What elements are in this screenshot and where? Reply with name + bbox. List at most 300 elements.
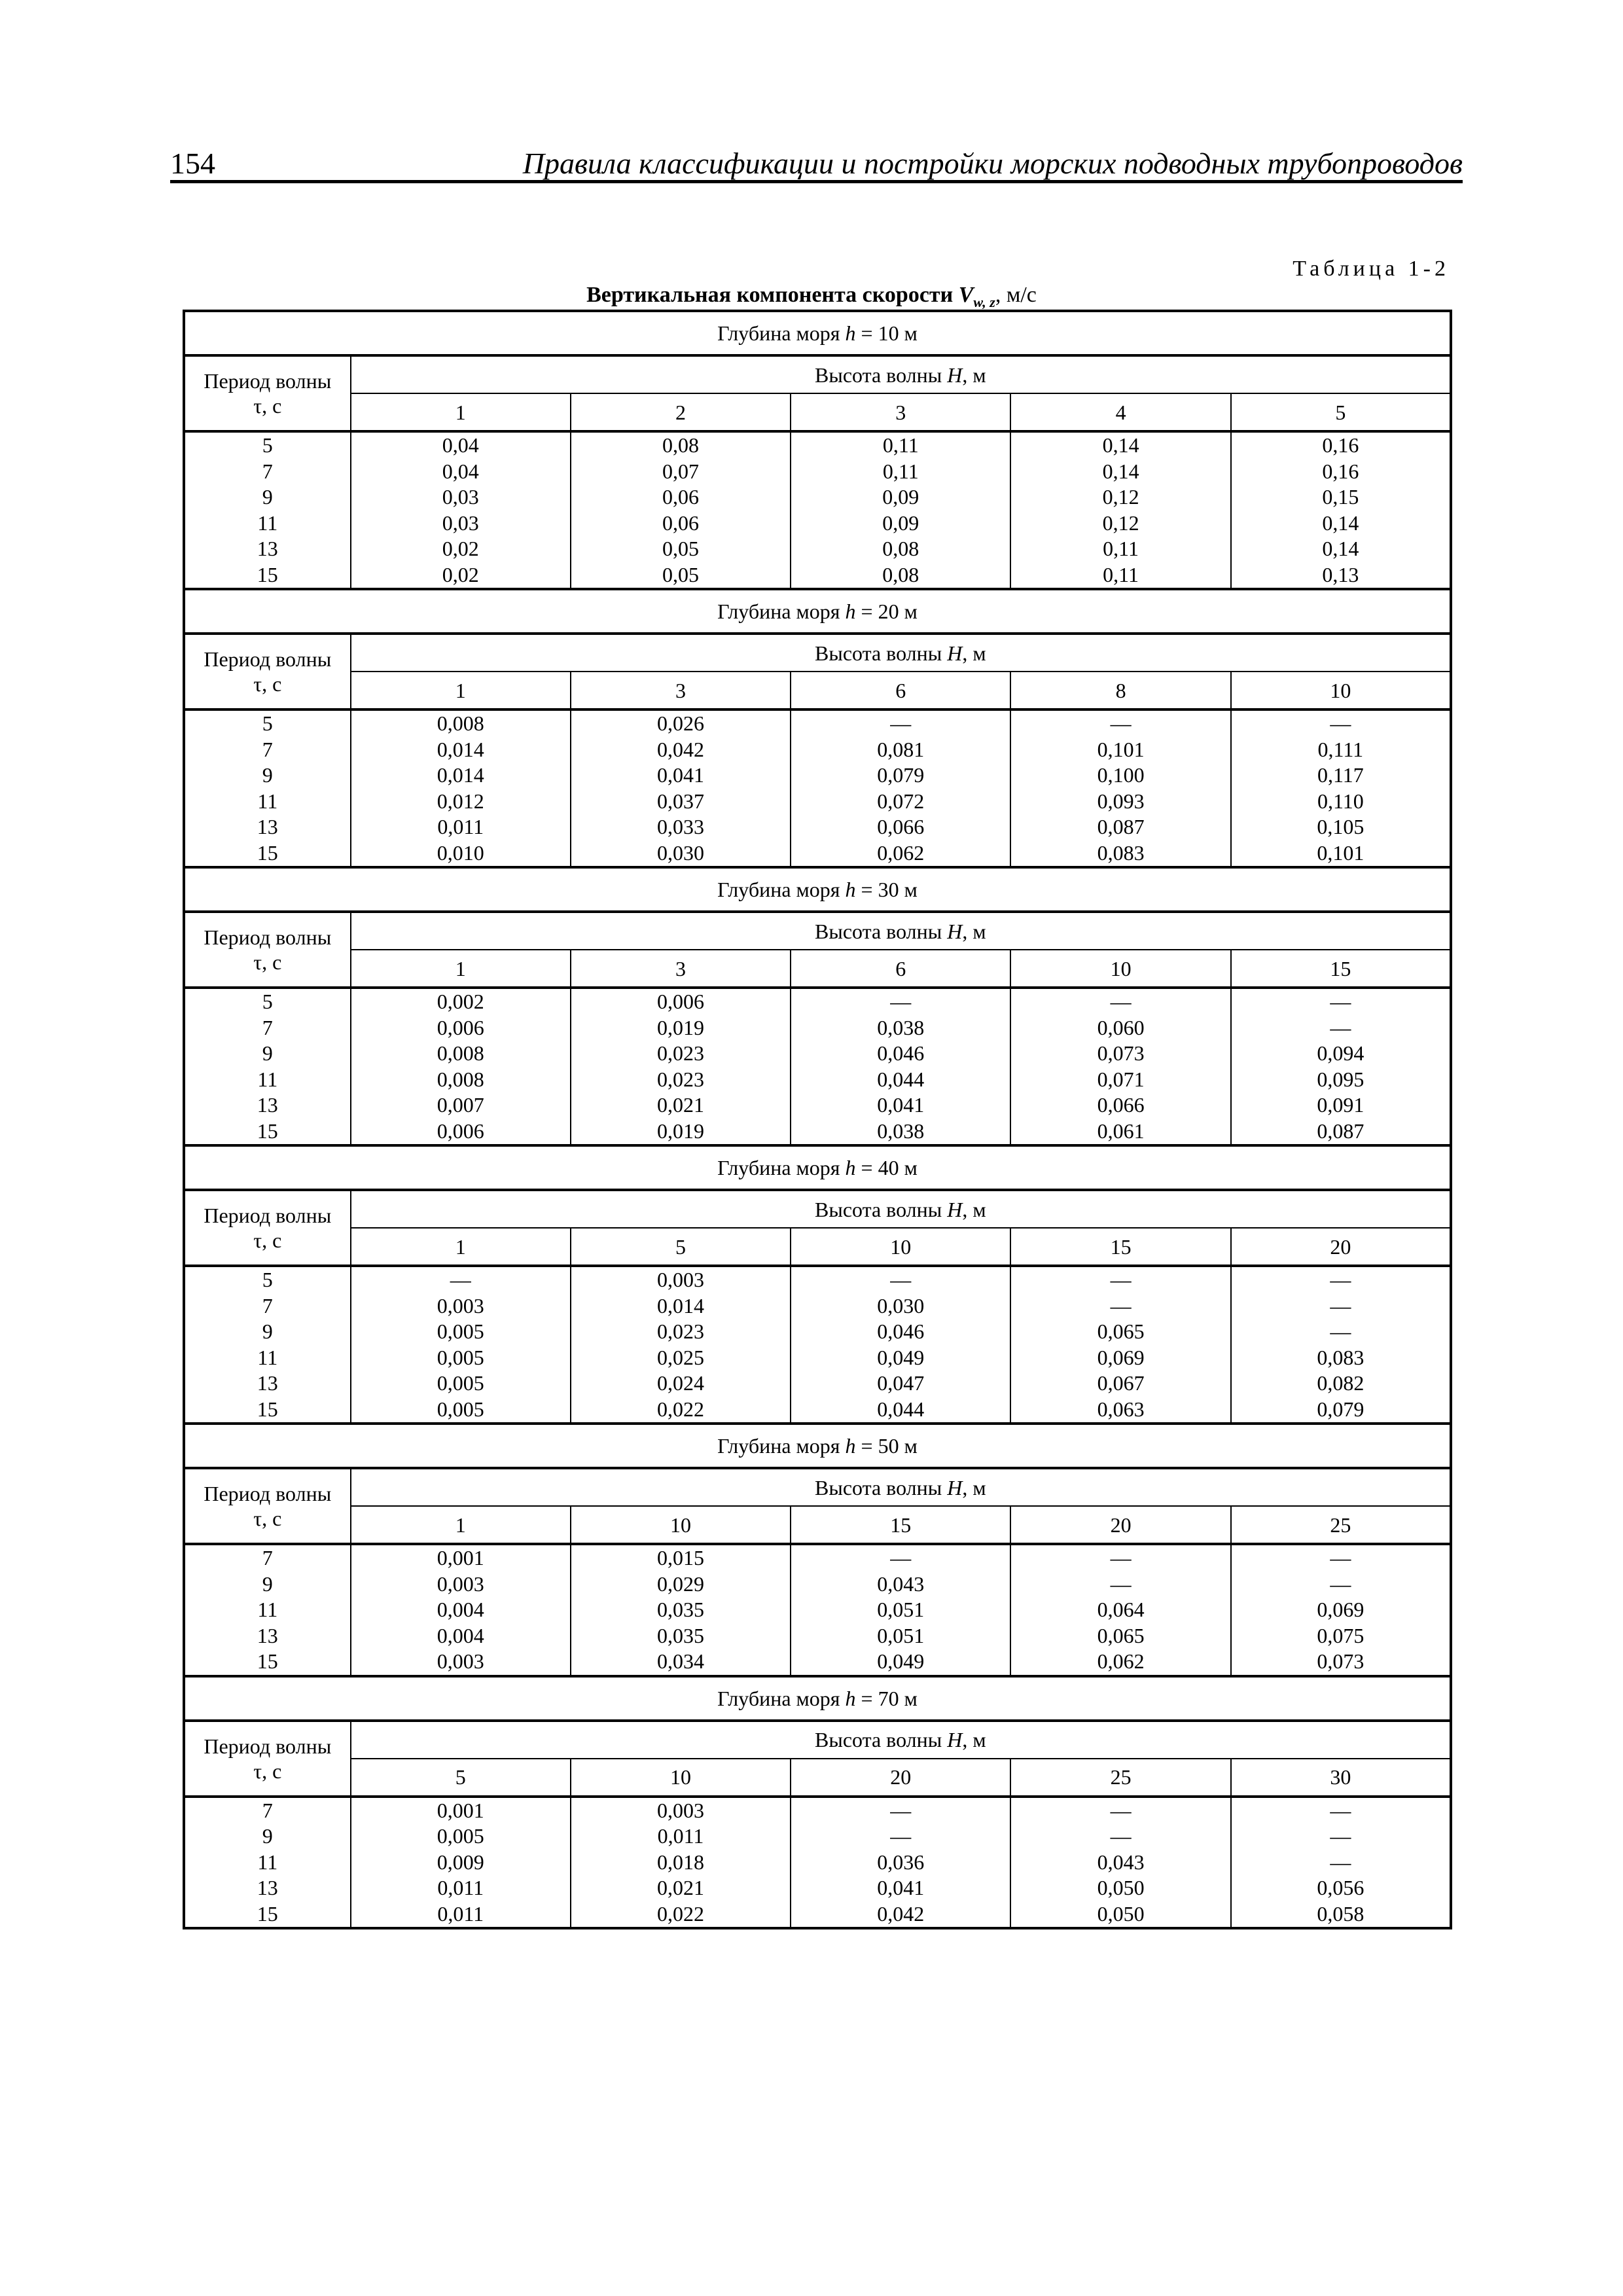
velocity-table-body bbox=[184, 311, 1451, 1928]
velocity-value: 0,006 bbox=[437, 1015, 484, 1039]
velocity-value: 0,011 bbox=[437, 815, 484, 838]
velocity-value: — bbox=[1330, 1850, 1351, 1874]
velocity-value: — bbox=[1110, 1268, 1132, 1291]
depth-header bbox=[184, 311, 1451, 355]
wave-height-symbol: H bbox=[947, 641, 963, 665]
velocity-column bbox=[571, 709, 791, 867]
velocity-value: 0,008 bbox=[437, 1041, 484, 1065]
velocity-value: 0,079 bbox=[877, 763, 925, 787]
depth-value: = 70 м bbox=[855, 1686, 918, 1710]
velocity-value: 0,050 bbox=[1097, 1876, 1145, 1899]
velocity-value: 0,12 bbox=[1102, 511, 1139, 535]
velocity-value: 0,011 bbox=[657, 1824, 704, 1848]
wave-height-value: 4 bbox=[1010, 393, 1230, 431]
velocity-value: 0,11 bbox=[1103, 537, 1139, 560]
period-header bbox=[184, 634, 351, 709]
velocity-value: 0,087 bbox=[1317, 1119, 1364, 1143]
velocity-value: — bbox=[1110, 1798, 1132, 1822]
velocity-value: 0,046 bbox=[877, 1041, 925, 1065]
depth-prefix: Глубина моря bbox=[717, 878, 846, 901]
wave-height-value: 25 bbox=[1231, 1506, 1451, 1544]
period-value: 15 bbox=[257, 840, 278, 865]
wave-height-value: 6 bbox=[791, 672, 1010, 709]
velocity-value: 0,046 bbox=[877, 1319, 925, 1343]
velocity-column bbox=[351, 1266, 571, 1424]
depth-value: = 30 м bbox=[855, 878, 918, 901]
velocity-column bbox=[791, 1544, 1010, 1676]
velocity-column bbox=[1231, 1544, 1451, 1676]
depth-header bbox=[184, 1424, 1451, 1468]
velocity-value: 0,030 bbox=[877, 1293, 925, 1318]
period-symbol: τ, с bbox=[253, 672, 282, 696]
period-values bbox=[184, 709, 351, 867]
velocity-value: 0,049 bbox=[877, 1345, 925, 1369]
velocity-value: 0,09 bbox=[882, 511, 919, 535]
depth-header bbox=[184, 1676, 1451, 1721]
period-value: 7 bbox=[262, 1293, 273, 1318]
velocity-value: 0,047 bbox=[877, 1371, 925, 1395]
velocity-value: 0,037 bbox=[657, 789, 704, 813]
depth-symbol: h bbox=[845, 1156, 856, 1179]
velocity-value: 0,022 bbox=[657, 1397, 704, 1421]
wave-height-value: 10 bbox=[791, 1228, 1010, 1266]
velocity-value: 0,05 bbox=[662, 562, 699, 586]
velocity-value: 0,065 bbox=[1097, 1319, 1145, 1343]
velocity-value: 0,005 bbox=[437, 1824, 484, 1848]
wave-height-value: 20 bbox=[1010, 1506, 1230, 1544]
page-header bbox=[170, 141, 1463, 183]
velocity-value: 0,071 bbox=[1097, 1067, 1145, 1091]
velocity-value: 0,062 bbox=[877, 840, 925, 865]
velocity-value: 0,11 bbox=[1103, 562, 1139, 586]
velocity-column bbox=[1231, 1266, 1451, 1424]
wave-height-unit: , м bbox=[962, 919, 986, 943]
depth-prefix: Глубина моря bbox=[717, 321, 846, 345]
velocity-value: 0,025 bbox=[657, 1345, 704, 1369]
velocity-value: 0,117 bbox=[1317, 763, 1364, 787]
velocity-value: 0,038 bbox=[877, 1119, 925, 1143]
velocity-column bbox=[791, 988, 1010, 1145]
depth-value: = 50 м bbox=[855, 1434, 918, 1458]
velocity-value: 0,110 bbox=[1317, 789, 1364, 813]
velocity-value: 0,049 bbox=[877, 1649, 925, 1673]
period-label: Период волны bbox=[204, 369, 332, 393]
period-value: 5 bbox=[262, 990, 273, 1013]
velocity-column bbox=[351, 988, 571, 1145]
velocity-value: — bbox=[1110, 1546, 1132, 1570]
wave-height-value: 15 bbox=[1010, 1228, 1230, 1266]
velocity-value: 0,010 bbox=[437, 840, 484, 865]
velocity-value: 0,006 bbox=[437, 1119, 484, 1143]
velocity-value: — bbox=[890, 1798, 912, 1822]
velocity-value: 0,006 bbox=[657, 990, 704, 1013]
wave-height-value: 15 bbox=[1231, 950, 1451, 988]
values-row bbox=[184, 1266, 1451, 1424]
period-value: 11 bbox=[257, 1598, 278, 1621]
velocity-value: 0,12 bbox=[1102, 485, 1139, 509]
velocity-table bbox=[183, 310, 1452, 1929]
velocity-column bbox=[571, 431, 791, 589]
velocity-value: 0,035 bbox=[657, 1623, 704, 1647]
velocity-value: 0,101 bbox=[1317, 840, 1364, 865]
velocity-column bbox=[351, 1544, 571, 1676]
velocity-value: 0,069 bbox=[1097, 1345, 1145, 1369]
velocity-value: 0,07 bbox=[662, 459, 699, 483]
depth-header bbox=[184, 589, 1451, 634]
velocity-value: — bbox=[1330, 711, 1351, 735]
velocity-value: — bbox=[890, 1546, 912, 1570]
depth-row bbox=[184, 311, 1451, 355]
velocity-value: 0,021 bbox=[657, 1093, 704, 1117]
velocity-value: — bbox=[1330, 1293, 1351, 1318]
velocity-value: 0,082 bbox=[1317, 1371, 1364, 1395]
velocity-value: 0,081 bbox=[877, 737, 925, 761]
period-values bbox=[184, 1544, 351, 1676]
values-row bbox=[184, 1544, 1451, 1676]
velocity-value: 0,064 bbox=[1097, 1598, 1145, 1621]
period-header bbox=[184, 1721, 351, 1797]
velocity-value: — bbox=[1110, 711, 1132, 735]
velocity-value: 0,065 bbox=[1097, 1623, 1145, 1647]
period-value: 15 bbox=[257, 562, 278, 586]
period-value: 5 bbox=[262, 433, 273, 457]
velocity-value: 0,005 bbox=[437, 1319, 484, 1343]
velocity-value: 0,018 bbox=[657, 1850, 704, 1874]
velocity-value: 0,02 bbox=[442, 562, 479, 586]
velocity-column bbox=[571, 1266, 791, 1424]
wave-height-value: 10 bbox=[571, 1506, 791, 1544]
velocity-value: 0,043 bbox=[877, 1571, 925, 1596]
velocity-value: 0,029 bbox=[657, 1571, 704, 1596]
velocity-value: 0,063 bbox=[1097, 1397, 1145, 1421]
velocity-value: 0,075 bbox=[1317, 1623, 1364, 1647]
period-value: 13 bbox=[257, 537, 278, 560]
velocity-column bbox=[1231, 988, 1451, 1145]
period-value: 15 bbox=[257, 1119, 278, 1143]
wave-height-value: 3 bbox=[791, 393, 1010, 431]
velocity-column bbox=[351, 709, 571, 867]
wave-height-unit: , м bbox=[962, 1728, 986, 1751]
header-row bbox=[184, 1190, 1451, 1228]
velocity-column bbox=[1010, 988, 1230, 1145]
velocity-value: 0,036 bbox=[877, 1850, 925, 1874]
table-caption bbox=[0, 283, 1623, 311]
velocity-value: 0,058 bbox=[1317, 1901, 1364, 1926]
wave-height-header bbox=[351, 1190, 1451, 1228]
velocity-value: 0,005 bbox=[437, 1345, 484, 1369]
wave-height-value: 6 bbox=[791, 950, 1010, 988]
depth-header bbox=[184, 1145, 1451, 1190]
velocity-value: — bbox=[890, 1268, 912, 1291]
depth-symbol: h bbox=[845, 600, 856, 623]
wave-height-prefix: Высота волны bbox=[814, 363, 948, 387]
wave-height-prefix: Высота волны bbox=[814, 1197, 948, 1221]
velocity-value: — bbox=[1330, 1015, 1351, 1039]
period-value: 11 bbox=[257, 1345, 278, 1369]
period-header bbox=[184, 1468, 351, 1544]
velocity-value: 0,04 bbox=[442, 433, 479, 457]
wave-height-value: 20 bbox=[1231, 1228, 1451, 1266]
period-value: 11 bbox=[257, 1067, 278, 1091]
velocity-value: 0,008 bbox=[437, 711, 484, 735]
velocity-value: 0,083 bbox=[1317, 1345, 1364, 1369]
wave-height-value: 10 bbox=[1010, 950, 1230, 988]
period-value: 9 bbox=[262, 1571, 273, 1596]
velocity-value: — bbox=[450, 1268, 471, 1291]
period-value: 9 bbox=[262, 763, 273, 787]
velocity-value: — bbox=[1330, 1798, 1351, 1822]
running-title: Правила классификации и постройки морских подводных трубопроводов bbox=[522, 147, 1463, 180]
velocity-value: 0,14 bbox=[1322, 511, 1359, 535]
wave-height-value: 15 bbox=[791, 1506, 1010, 1544]
period-value: 7 bbox=[262, 737, 273, 761]
velocity-value: 0,051 bbox=[877, 1623, 925, 1647]
wave-height-value: 20 bbox=[791, 1759, 1010, 1797]
velocity-column bbox=[791, 431, 1010, 589]
velocity-value: — bbox=[1110, 1824, 1132, 1848]
wave-height-symbol: H bbox=[947, 363, 963, 387]
wave-height-values-row bbox=[184, 1759, 1451, 1797]
velocity-value: 0,06 bbox=[662, 485, 699, 509]
velocity-value: 0,007 bbox=[437, 1093, 484, 1117]
depth-value: = 20 м bbox=[855, 600, 918, 623]
velocity-value: 0,038 bbox=[877, 1015, 925, 1039]
velocity-value: 0,041 bbox=[877, 1876, 925, 1899]
wave-height-value: 5 bbox=[351, 1759, 571, 1797]
velocity-value: 0,069 bbox=[1317, 1598, 1364, 1621]
velocity-column bbox=[1010, 1544, 1230, 1676]
wave-height-value: 25 bbox=[1010, 1759, 1230, 1797]
caption-symbol: V bbox=[958, 283, 974, 307]
velocity-value: 0,001 bbox=[437, 1546, 484, 1570]
wave-height-unit: , м bbox=[962, 641, 986, 665]
depth-symbol: h bbox=[845, 1434, 856, 1458]
velocity-value: 0,073 bbox=[1097, 1041, 1145, 1065]
velocity-value: 0,014 bbox=[437, 737, 484, 761]
period-value: 7 bbox=[262, 1546, 273, 1570]
depth-row bbox=[184, 1424, 1451, 1468]
velocity-value: 0,044 bbox=[877, 1397, 925, 1421]
period-value: 15 bbox=[257, 1901, 278, 1926]
wave-height-symbol: H bbox=[947, 1728, 963, 1751]
wave-height-value: 10 bbox=[1231, 672, 1451, 709]
velocity-value: 0,009 bbox=[437, 1850, 484, 1874]
velocity-value: — bbox=[1330, 1824, 1351, 1848]
depth-row bbox=[184, 867, 1451, 912]
period-symbol: τ, с bbox=[253, 1229, 282, 1252]
wave-height-symbol: H bbox=[947, 1475, 963, 1499]
velocity-value: — bbox=[890, 990, 912, 1013]
velocity-value: 0,066 bbox=[1097, 1093, 1145, 1117]
period-label: Период волны bbox=[204, 647, 332, 671]
velocity-value: — bbox=[1330, 1546, 1351, 1570]
depth-prefix: Глубина моря bbox=[717, 1156, 846, 1179]
caption-unit: , м/с bbox=[995, 283, 1037, 307]
velocity-value: — bbox=[1330, 1268, 1351, 1291]
velocity-value: 0,034 bbox=[657, 1649, 704, 1673]
velocity-value: 0,008 bbox=[437, 1067, 484, 1091]
depth-value: = 10 м bbox=[855, 321, 918, 345]
wave-height-value: 5 bbox=[571, 1228, 791, 1266]
velocity-value: 0,072 bbox=[877, 789, 925, 813]
wave-height-value: 1 bbox=[351, 393, 571, 431]
velocity-value: 0,067 bbox=[1097, 1371, 1145, 1395]
wave-height-value: 1 bbox=[351, 672, 571, 709]
depth-symbol: h bbox=[845, 1686, 856, 1710]
velocity-value: 0,16 bbox=[1322, 433, 1359, 457]
depth-row bbox=[184, 1676, 1451, 1721]
velocity-value: 0,08 bbox=[882, 537, 919, 560]
depth-prefix: Глубина моря bbox=[717, 1434, 846, 1458]
velocity-value: 0,003 bbox=[437, 1571, 484, 1596]
velocity-value: 0,066 bbox=[877, 815, 925, 838]
velocity-value: 0,024 bbox=[657, 1371, 704, 1395]
velocity-value: 0,02 bbox=[442, 537, 479, 560]
velocity-value: — bbox=[890, 711, 912, 735]
velocity-value: 0,079 bbox=[1317, 1397, 1364, 1421]
velocity-value: 0,022 bbox=[657, 1901, 704, 1926]
period-value: 13 bbox=[257, 1093, 278, 1117]
velocity-column bbox=[1010, 431, 1230, 589]
header-row bbox=[184, 912, 1451, 950]
velocity-value: 0,08 bbox=[662, 433, 699, 457]
velocity-value: 0,003 bbox=[657, 1268, 704, 1291]
depth-prefix: Глубина моря bbox=[717, 1686, 846, 1710]
velocity-value: 0,095 bbox=[1317, 1067, 1364, 1091]
velocity-value: 0,035 bbox=[657, 1598, 704, 1621]
velocity-value: 0,042 bbox=[877, 1901, 925, 1926]
velocity-column bbox=[791, 709, 1010, 867]
period-value: 5 bbox=[262, 711, 273, 735]
velocity-value: 0,005 bbox=[437, 1371, 484, 1395]
wave-height-value: 1 bbox=[351, 1506, 571, 1544]
wave-height-value: 2 bbox=[571, 393, 791, 431]
velocity-value: — bbox=[1330, 990, 1351, 1013]
velocity-value: 0,08 bbox=[882, 562, 919, 586]
wave-height-value: 10 bbox=[571, 1759, 791, 1797]
wave-height-header bbox=[351, 912, 1451, 950]
velocity-value: — bbox=[1110, 1571, 1132, 1596]
period-label: Период волны bbox=[204, 1204, 332, 1227]
velocity-value: 0,003 bbox=[437, 1649, 484, 1673]
values-row bbox=[184, 431, 1451, 589]
velocity-value: 0,023 bbox=[657, 1067, 704, 1091]
period-value: 9 bbox=[262, 1041, 273, 1065]
velocity-value: 0,14 bbox=[1322, 537, 1359, 560]
velocity-column bbox=[351, 431, 571, 589]
velocity-value: 0,001 bbox=[437, 1798, 484, 1822]
period-symbol: τ, с bbox=[253, 1759, 282, 1783]
velocity-value: 0,011 bbox=[437, 1876, 484, 1899]
period-value: 9 bbox=[262, 1319, 273, 1343]
velocity-column bbox=[571, 1544, 791, 1676]
velocity-value: 0,09 bbox=[882, 485, 919, 509]
velocity-value: 0,091 bbox=[1317, 1093, 1364, 1117]
values-row bbox=[184, 988, 1451, 1145]
wave-height-values-row bbox=[184, 1228, 1451, 1266]
velocity-value: 0,014 bbox=[657, 1293, 704, 1318]
velocity-value: 0,03 bbox=[442, 511, 479, 535]
velocity-value: 0,15 bbox=[1322, 485, 1359, 509]
velocity-value: 0,11 bbox=[882, 459, 919, 483]
wave-height-values-row bbox=[184, 1506, 1451, 1544]
period-value: 13 bbox=[257, 1876, 278, 1899]
period-value: 9 bbox=[262, 1824, 273, 1848]
velocity-value: 0,023 bbox=[657, 1319, 704, 1343]
period-label: Период волны bbox=[204, 925, 332, 949]
period-value: 7 bbox=[262, 1798, 273, 1822]
velocity-value: 0,094 bbox=[1317, 1041, 1364, 1065]
velocity-value: 0,051 bbox=[877, 1598, 925, 1621]
period-label: Период волны bbox=[204, 1482, 332, 1505]
velocity-value: 0,021 bbox=[657, 1876, 704, 1899]
velocity-value: 0,093 bbox=[1097, 789, 1145, 813]
velocity-value: 0,014 bbox=[437, 763, 484, 787]
velocity-value: 0,101 bbox=[1097, 737, 1145, 761]
velocity-column bbox=[1231, 431, 1451, 589]
wave-height-header bbox=[351, 355, 1451, 393]
wave-height-value: 3 bbox=[571, 672, 791, 709]
wave-height-prefix: Высота волны bbox=[814, 1475, 948, 1499]
velocity-value: 0,062 bbox=[1097, 1649, 1145, 1673]
depth-row bbox=[184, 589, 1451, 634]
velocity-value: 0,083 bbox=[1097, 840, 1145, 865]
depth-row bbox=[184, 1145, 1451, 1190]
velocity-value: — bbox=[890, 1824, 912, 1848]
velocity-value: 0,011 bbox=[437, 1901, 484, 1926]
velocity-value: 0,087 bbox=[1097, 815, 1145, 838]
wave-height-unit: , м bbox=[962, 1197, 986, 1221]
velocity-value: 0,041 bbox=[657, 763, 704, 787]
velocity-value: 0,005 bbox=[437, 1397, 484, 1421]
period-value: 7 bbox=[262, 459, 273, 483]
velocity-value: 0,019 bbox=[657, 1119, 704, 1143]
wave-height-prefix: Высота волны bbox=[814, 919, 948, 943]
velocity-column bbox=[1010, 1266, 1230, 1424]
velocity-value: 0,030 bbox=[657, 840, 704, 865]
header-row bbox=[184, 1468, 1451, 1506]
period-value: 7 bbox=[262, 1015, 273, 1039]
velocity-value: — bbox=[1330, 1571, 1351, 1596]
velocity-column bbox=[791, 1797, 1010, 1929]
wave-height-symbol: H bbox=[947, 919, 963, 943]
wave-height-unit: , м bbox=[962, 363, 986, 387]
period-value: 13 bbox=[257, 815, 278, 838]
velocity-value: 0,100 bbox=[1097, 763, 1145, 787]
period-label: Период волны bbox=[204, 1734, 332, 1758]
depth-prefix: Глубина моря bbox=[717, 600, 846, 623]
header-row bbox=[184, 1721, 1451, 1759]
period-values bbox=[184, 988, 351, 1145]
depth-header bbox=[184, 867, 1451, 912]
wave-height-value: 8 bbox=[1010, 672, 1230, 709]
period-header bbox=[184, 912, 351, 988]
velocity-column bbox=[571, 988, 791, 1145]
period-symbol: τ, с bbox=[253, 950, 282, 974]
wave-height-value: 3 bbox=[571, 950, 791, 988]
period-header bbox=[184, 355, 351, 431]
velocity-value: 0,033 bbox=[657, 815, 704, 838]
header-row bbox=[184, 634, 1451, 672]
page-number: 154 bbox=[170, 147, 215, 180]
velocity-value: 0,11 bbox=[882, 433, 919, 457]
depth-value: = 40 м bbox=[855, 1156, 918, 1179]
period-value: 13 bbox=[257, 1371, 278, 1395]
wave-height-value: 1 bbox=[351, 1228, 571, 1266]
velocity-value: 0,026 bbox=[657, 711, 704, 735]
velocity-value: 0,16 bbox=[1322, 459, 1359, 483]
velocity-value: 0,002 bbox=[437, 990, 484, 1013]
